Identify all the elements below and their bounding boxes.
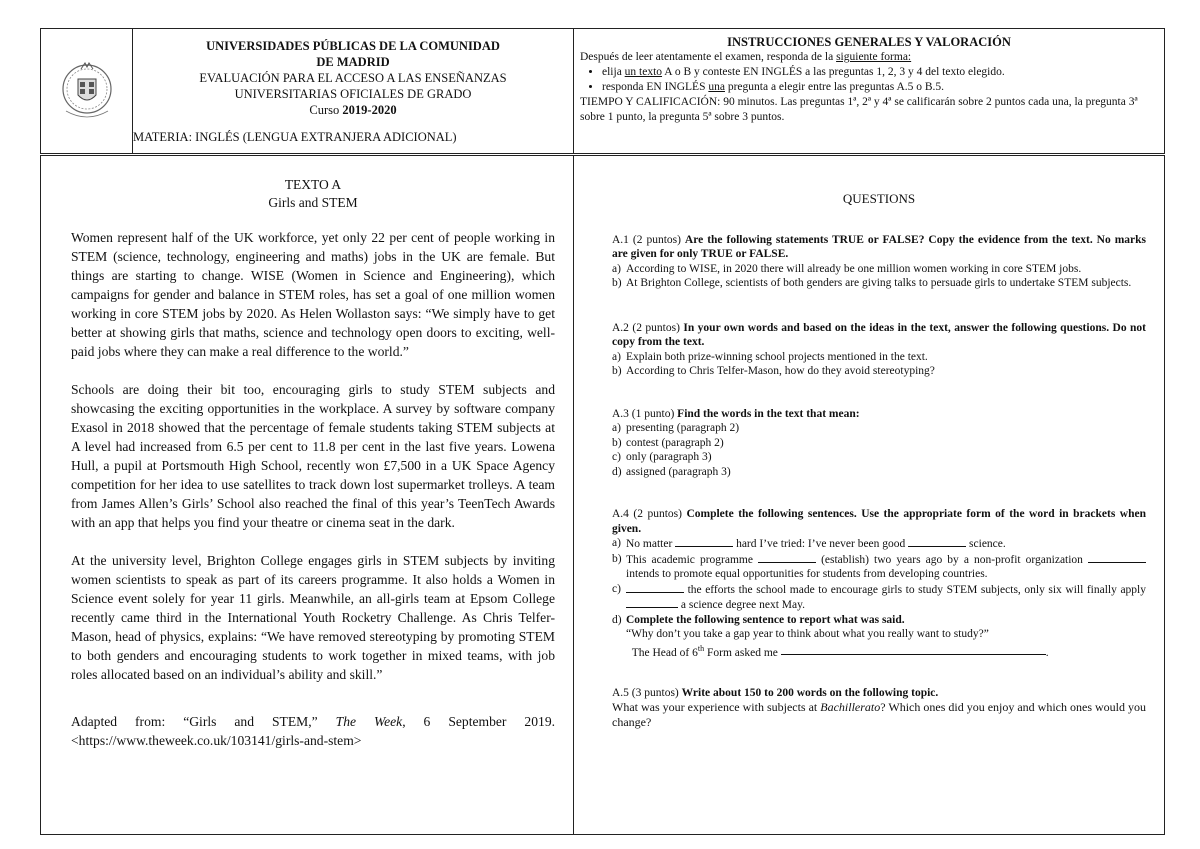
bullet2-underlined: una <box>708 81 725 93</box>
a4c-part3: a science degree next May. <box>678 599 805 611</box>
instructions-intro-text: Después de leer atentamente el examen, responda de la <box>580 51 837 63</box>
item-text: Explain both prize-winning school projects mentioned in the text. <box>626 350 928 363</box>
evaluation-line-2: UNIVERSITARIAS OFICIALES DE GRADO <box>234 87 472 101</box>
question-a3 <box>612 407 1146 480</box>
questions-column <box>574 156 1164 848</box>
a1-item <box>612 262 1146 277</box>
course-label: Curso <box>309 103 340 117</box>
a5-points: A.5 (3 puntos) <box>612 686 682 699</box>
item-text: presenting (paragraph 2) <box>626 422 740 434</box>
instructions-cell <box>574 29 1164 159</box>
source-publication: The Week <box>335 714 403 729</box>
a4b-part2: (establish) two years ago by a non-profit organization <box>816 553 1088 566</box>
university-line-2: DE MADRID <box>316 55 390 69</box>
a3-points: A.3 (1 punto) <box>612 407 678 420</box>
paragraph-1: Women represent half of the UK workforce, yet only 22 per cent of people working in STEM (science, technology, engineering and maths) jobs in the UK are female. But things are starting to change. WISE (Women in Science and Engineering), which campaigns for gender and balance in STEM roles, has set a goal of one million women working in core STEM jobs by 2020. As Helen Wollaston says: “We simply have to get better at showing girls that maths, science and technology open doors to exciting, well-paid jobs where they can make a real difference to the world.” <box>71 230 555 359</box>
university-seal-logo <box>56 49 118 133</box>
item-label: c) <box>612 582 621 595</box>
answer-blank <box>1088 552 1146 563</box>
a1-prompt: Are the following statements TRUE or FALSE? Copy the evidence from the text. No marks are given for only TRUE or FALSE. <box>612 233 1147 260</box>
a2-item <box>612 364 1146 379</box>
a1-points: A.1 (2 puntos) <box>612 233 685 246</box>
question-a4 <box>612 507 1146 660</box>
source-citation <box>71 712 555 750</box>
item-text: contest (paragraph 2) <box>626 436 724 449</box>
subject-value: : INGLÉS (LENGUA EXTRANJERA ADICIONAL) <box>188 130 457 144</box>
instruction-bullet-1 <box>602 65 1158 80</box>
answer-blank <box>758 552 816 563</box>
text-column <box>41 156 574 834</box>
question-a5-heading <box>612 686 1146 701</box>
item-text: According to Chris Telfer-Mason, how do they avoid stereotyping? <box>626 365 935 377</box>
question-a2-heading <box>612 321 1146 350</box>
a3-prompt: Find the words in the text that mean: <box>677 407 860 420</box>
a3-item <box>612 465 1146 480</box>
question-a5 <box>612 686 1146 731</box>
subject-line <box>133 130 457 145</box>
item-label: b) <box>612 552 622 565</box>
item-text <box>626 536 1146 552</box>
question-a3-heading <box>612 407 1146 422</box>
course-line <box>133 102 573 118</box>
item-label: b) <box>612 436 622 449</box>
university-line-1: UNIVERSIDADES PÚBLICAS DE LA COMUNIDAD <box>206 39 500 53</box>
item-label: c) <box>612 451 621 463</box>
answer-blank <box>626 597 678 608</box>
a4a-part3: science. <box>966 538 1006 550</box>
a3-item <box>612 421 1146 436</box>
a4-item-a <box>612 536 1146 552</box>
paragraph-2: Schools are doing their bit too, encouraging girls to study STEM subjects and showcasing the exciting opportunities in the workplace. A survey by software company Exasol in 2018 showed that the percentage of female students taking STEM subjects at A level had increased from 6.5 per cent to 11.8 per cent in the last five years. Lowena Hull, a pupil at Portsmouth High School, recently won £7,500 in a UK Space Agency competition for her idea to use satellites to track down lost supermarket trolleys. A team from James Allen’s Girls’ School also reached the final of this year’s TeenTech Awards with an app that helps you find your theatre or cinema seat in the dark. <box>71 382 555 530</box>
item-label: a) <box>612 262 621 275</box>
questions-title: QUESTIONS <box>842 191 916 206</box>
item-label: a) <box>612 422 621 434</box>
paragraph-3: At the university level, Brighton College engages girls in STEM subjects by inviting women scientists to speak as part of its careers programme. It also holds a Women in Science event solely for year 11 girls. Meanwhile, an all-girls team at Epsom College recently came third in the International Youth Rocketry Challenge. As Chris Telfer-Mason, head of physics, explains: “We have removed stereotyping by promoting STEM to both genders and encouraging students to work together in mixed teams, with job roles allocated based on an individual’s ability and skill.” <box>71 553 555 682</box>
exam-header <box>40 28 1165 154</box>
text-title: Girls and STEM <box>268 195 358 210</box>
source-pre: Adapted from: “Girls and STEM,” <box>71 714 336 729</box>
a3-item <box>612 450 1146 465</box>
a4-item-b <box>612 552 1146 582</box>
a4-prompt: Complete the following sentences. Use the appropriate form of the word in brackets when given. <box>612 508 1146 535</box>
item-label: b) <box>612 365 622 377</box>
a3-item <box>612 436 1146 451</box>
item-text <box>626 552 1146 582</box>
source-post: , 6 September 2019. <https://www.theweek.co.uk/103141/girls-and-stem> <box>71 714 556 748</box>
item-label: b) <box>612 277 622 289</box>
a4d-quote: “Why don’t you take a gap year to think about what you really want to study?” <box>626 628 989 640</box>
item-label: a) <box>612 350 621 363</box>
a5-pre: What was your experience with subjects at <box>612 700 821 715</box>
a4b-part1: This academic programme <box>626 553 759 566</box>
bullet1-post: A o B y conteste EN INGLÉS a las preguntas 1, 2, 3 y 4 del texto elegido. <box>662 66 1005 78</box>
a4-item-d <box>612 613 1146 660</box>
a4-item-c <box>612 582 1146 613</box>
a5-prompt: Write about 150 to 200 words on the following topic. <box>681 686 939 699</box>
bullet1-pre: elija <box>602 66 625 78</box>
bullet1-underlined: un texto <box>624 66 663 78</box>
time-and-grading: TIEMPO Y CALIFICACIÓN: 90 minutos. Las preguntas 1ª, 2ª y 4ª se calificarán sobre 2 puntos cada una, la pregunta 3ª sobre 1 punto, la pregunta 5ª sobre 3 puntos. <box>580 96 1138 123</box>
item-text: only (paragraph 3) <box>626 451 712 463</box>
a2-item <box>612 350 1146 365</box>
instructions-intro-underlined: siguiente forma: <box>836 51 912 63</box>
bullet2-pre: responda EN INGLÉS <box>602 81 709 93</box>
a4d-prompt: Complete the following sentence to report what was said. <box>626 613 905 626</box>
a4d-superscript: th <box>697 643 705 653</box>
a4-points: A.4 (2 puntos) <box>612 508 687 520</box>
instructions-intro <box>580 50 1158 65</box>
item-text: According to WISE, in 2020 there will already be one million women working in core STEM jobs. <box>626 262 1082 275</box>
exam-body <box>40 155 1165 835</box>
question-a2 <box>612 321 1146 379</box>
a1-item <box>612 276 1146 291</box>
a5-emphasis: Bachillerato <box>820 700 881 715</box>
answer-blank <box>908 536 966 547</box>
item-label: d) <box>612 465 622 478</box>
a4a-part1: No matter <box>626 538 676 550</box>
a4b-part3: intends to promote equal opportunities for students from developing countries. <box>626 568 988 580</box>
text-label: TEXTO A <box>284 177 342 192</box>
instructions-list <box>580 65 1158 95</box>
answer-blank <box>626 582 684 593</box>
a4d-post: Form asked me <box>704 646 781 659</box>
answer-blank <box>781 644 1046 655</box>
bullet2-post: pregunta a elegir entre las preguntas A.5 o B.5. <box>724 81 945 93</box>
question-a1-heading <box>612 233 1146 262</box>
a4d-pre: The Head of 6 <box>631 646 698 659</box>
instructions-title: INSTRUCCIONES GENERALES Y VALORACIÓN <box>727 35 1011 49</box>
instruction-bullet-2 <box>602 80 1158 95</box>
a4a-part2: hard I’ve tried: I’ve never been good <box>733 538 909 550</box>
course-value: 2019-2020 <box>342 103 397 117</box>
a5-topic <box>612 700 1146 730</box>
question-a1 <box>612 233 1146 291</box>
text-title-block <box>71 176 555 212</box>
item-text <box>626 582 1146 613</box>
answer-blank <box>675 536 733 547</box>
item-label: a) <box>612 537 621 549</box>
subject-label: MATERIA <box>133 130 189 144</box>
a4c-part2: the efforts the school made to encourage girls to study STEM subjects, only six will finally apply <box>684 583 1146 596</box>
item-text: At Brighton College, scientists of both genders are giving talks to persuade girls to undertake STEM subjects. <box>626 277 1132 289</box>
evaluation-line-1: EVALUACIÓN PARA EL ACCESO A LAS ENSEÑANZAS <box>199 71 507 85</box>
question-a4-heading <box>612 507 1146 536</box>
logo-cell <box>41 29 133 153</box>
a5-post: ? Which ones did you enjoy and which ones would you change? <box>612 700 1146 730</box>
item-label: d) <box>612 613 622 626</box>
a2-points: A.2 (2 puntos) <box>612 321 684 334</box>
a2-prompt: In your own words and based on the ideas in the text, answer the following questions. Do not copy from the text. <box>612 321 1146 348</box>
item-text: assigned (paragraph 3) <box>626 465 731 478</box>
item-text: Complete the following sentence to report what was said. “Why don’t you take a gap year to think about what you really want to study?” The Head of 6th Form asked me . <box>626 613 1049 659</box>
